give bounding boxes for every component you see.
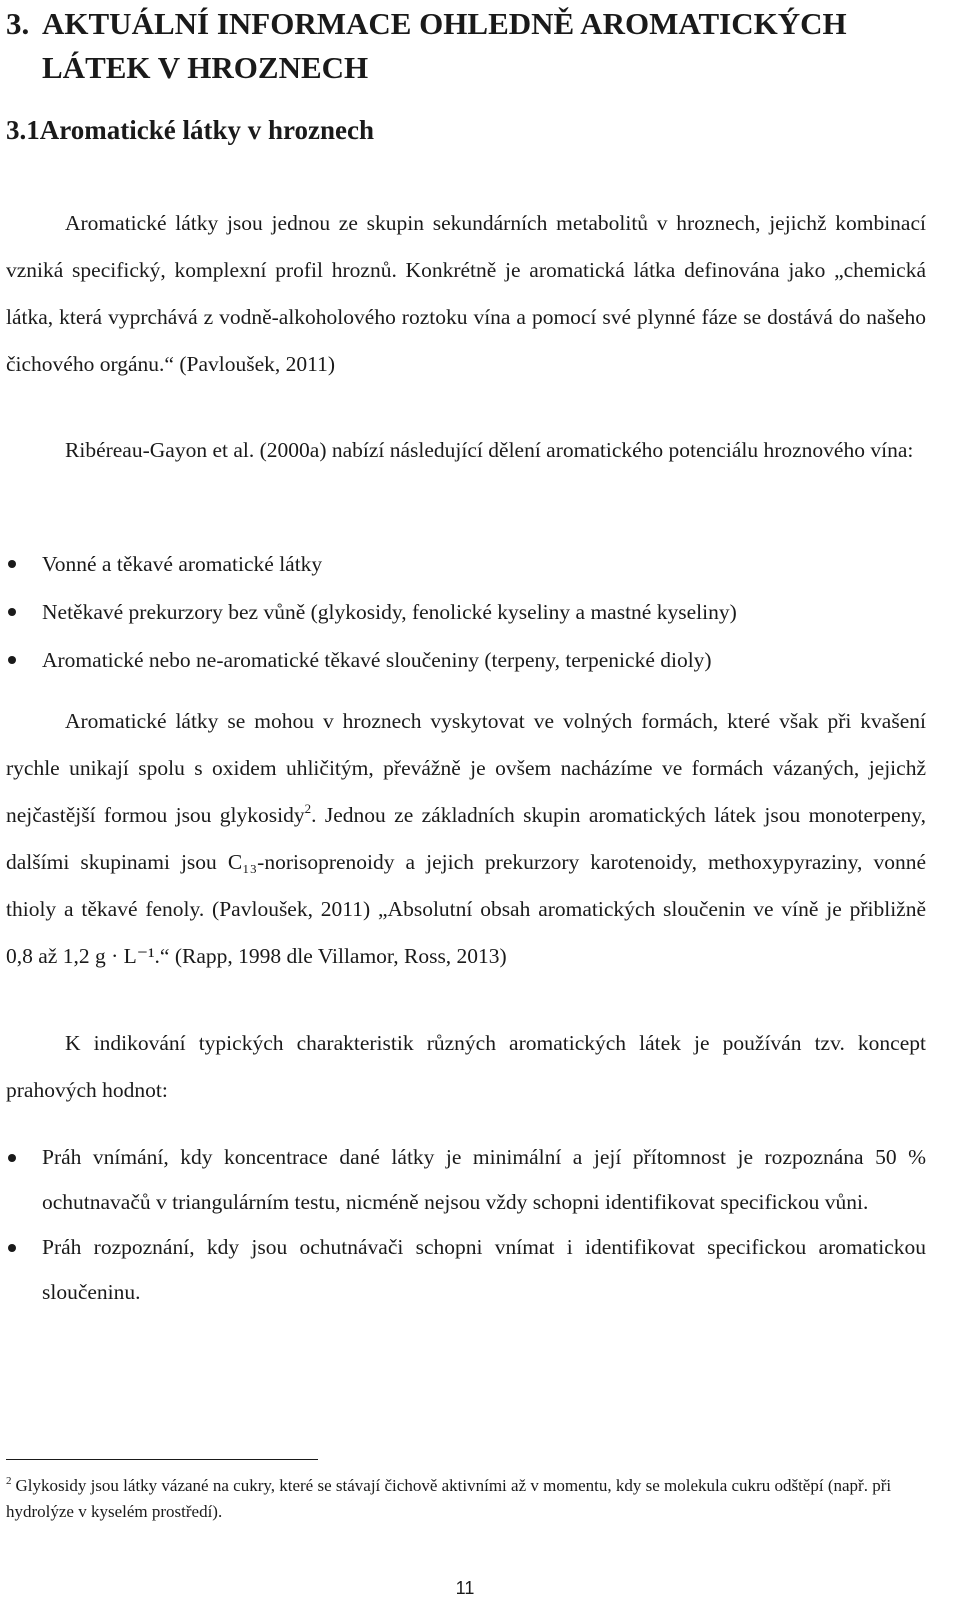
paragraph-aroma-forms	[6, 698, 926, 980]
footnote-reference[interactable]: 2	[304, 801, 312, 816]
paragraph-text: . Jednou ze základních skupin aromatických látek jsou monoterpeny, dalšími skupinami jsou C₁₃-norisoprenoidy a jejich prekurzory karotenoidy, methoxypyraziny, vonné thioly a těkavé fenoly. (Pavloušek, 2011) „Absolutní obsah aromatických sloučenin ve víně je přibližně 0,8 až 1,2 g · L⁻¹.“ (Rapp, 1998 dle Villamor, Ross, 2013)	[6, 803, 926, 968]
list-item: Vonné a těkavé aromatické látky	[6, 540, 926, 588]
paragraph-division-intro: Ribéreau-Gayon et al. (2000a) nabízí následující dělení aromatického potenciálu hroznového vína:	[65, 438, 914, 462]
chapter-number: 3.	[6, 6, 30, 41]
chapter-title-line1: AKTUÁLNÍ INFORMACE OHLEDNĚ AROMATICKÝCH	[42, 6, 847, 41]
list-item: Netěkavé prekurzory bez vůně (glykosidy, fenolické kyseliny a mastné kyseliny)	[6, 588, 926, 636]
footnote	[6, 1473, 926, 1525]
list-item: Práh vnímání, kdy koncentrace dané látky je minimální a její přítomnost je rozpoznána 50 % ochutnavačů v triangulárním testu, nicméně nejsou vždy schopni identifikovat specifickou vůni.	[6, 1135, 926, 1225]
footnote-separator	[6, 1459, 318, 1460]
paragraph-aroma-definition: Aromatické látky jsou jednou ze skupin sekundárních metabolitů v hroznech, jejichž kombinací vzniká specifický, komplexní profil hroznů. Konkrétně je aromatická látka definována jako „chemická látka, která vyprchává z vodně-alkoholového roztoku vína a pomocí své plynné fáze se dostává do našeho čichového orgánu.“ (Pavloušek, 2011)	[6, 211, 926, 376]
footnote-text: Glykosidy jsou látky vázané na cukry, které se stávají čichově aktivními až v momentu, kdy se molekula cukru odštěpí (např. při hydrolýze v kyselém prostředí).	[6, 1476, 892, 1521]
chapter-title-line2: LÁTEK V HROZNECH	[42, 50, 369, 85]
threshold-list	[6, 1135, 926, 1315]
aroma-potential-list	[6, 540, 926, 684]
list-item: Aromatické nebo ne-aromatické těkavé sloučeniny (terpeny, terpenické dioly)	[6, 636, 926, 684]
list-item: Práh rozpoznání, kdy jsou ochutnávači schopni vnímat i identifikovat specifickou aromatickou sloučeninu.	[6, 1225, 926, 1315]
paragraph-threshold-intro: K indikování typických charakteristik různých aromatických látek je používán tzv. koncept prahových hodnot:	[6, 1031, 926, 1102]
section-heading	[6, 110, 374, 150]
footnote-marker: 2	[6, 1475, 12, 1487]
paragraph-text: Aromatické látky se mohou v hroznech vyskytovat ve volných formách, které však při kvašení rychle unikají spolu s oxidem uhličitým, převážně je ovšem nacházíme ve formách vázaných, jejichž nejčastější formou jsou glykosidy	[6, 709, 926, 827]
section-title: Aromatické látky v hroznech	[39, 115, 374, 145]
section-number: 3.1	[6, 115, 40, 145]
chapter-heading	[6, 2, 946, 90]
page-number: 11	[455, 1578, 475, 1598]
